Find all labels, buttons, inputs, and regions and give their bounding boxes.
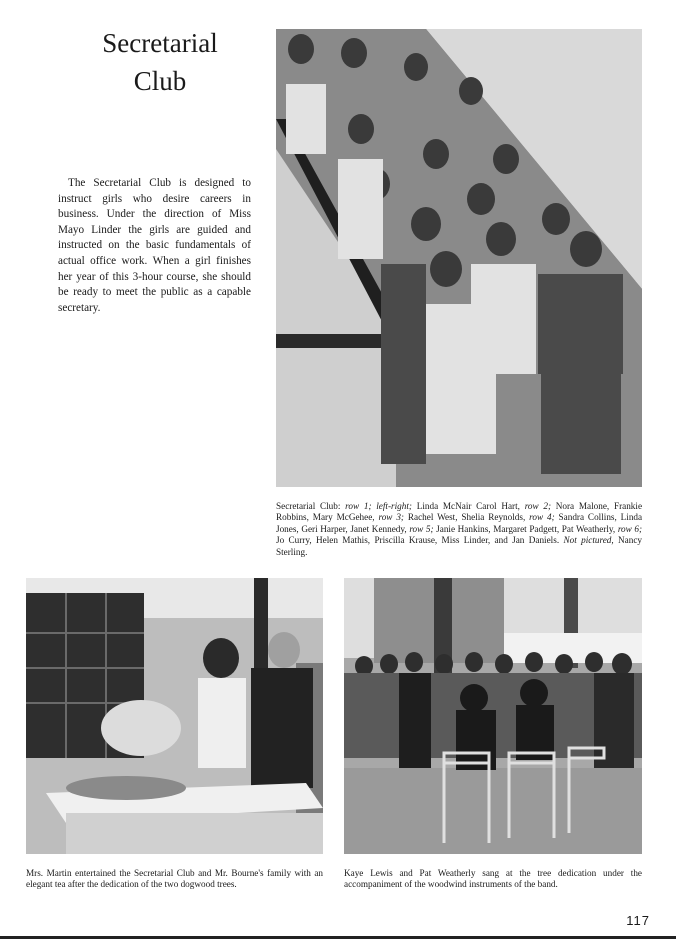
band-photo-caption: Kaye Lewis and Pat Weatherly sang at the tree dedication under the accompaniment of the woodwind instruments of the band. [344, 868, 642, 890]
group-photo [276, 29, 642, 487]
band-photo [344, 578, 642, 854]
bottom-rule [0, 936, 676, 939]
page-number: 117 [626, 913, 650, 928]
group-photo-caption: Secretarial Club: row 1; left-right; Linda McNair Carol Hart, row 2; Nora Malone, Frankie Robbins, Mary McGehee, row 3; Rachel West, Shelia Reynolds, row 4; Sandra Collins, Linda Jones, Geri Harper, Janet Kennedy, row 5; Janie Hankins, Margaret Padgett, Pat Weatherly, row 6; Jo Curry, Helen Mathis, Priscilla Krause, Miss Linder, and Jan Daniels. Not pictured, Nancy Sterling. [276, 501, 643, 557]
tea-photo-caption: Mrs. Martin entertained the Secretarial Club and Mr. Bourne's family with an elegant tea after the dedication of the two dogwood trees. [26, 868, 323, 890]
title-line-2: Club [133, 66, 187, 96]
tea-photo [26, 578, 323, 854]
intro-paragraph: The Secretarial Club is designed to instruct girls who desire careers in business. Under the direction of Miss Mayo Linder the girls are guided and instructed on the basic fundamentals of actual office work. When a girl finishes her year of this 3-hour course, she should be ready to meet the public as a capable secretary. [58, 177, 251, 314]
page-title [40, 24, 280, 100]
title-line-1: Secretarial [102, 28, 218, 58]
